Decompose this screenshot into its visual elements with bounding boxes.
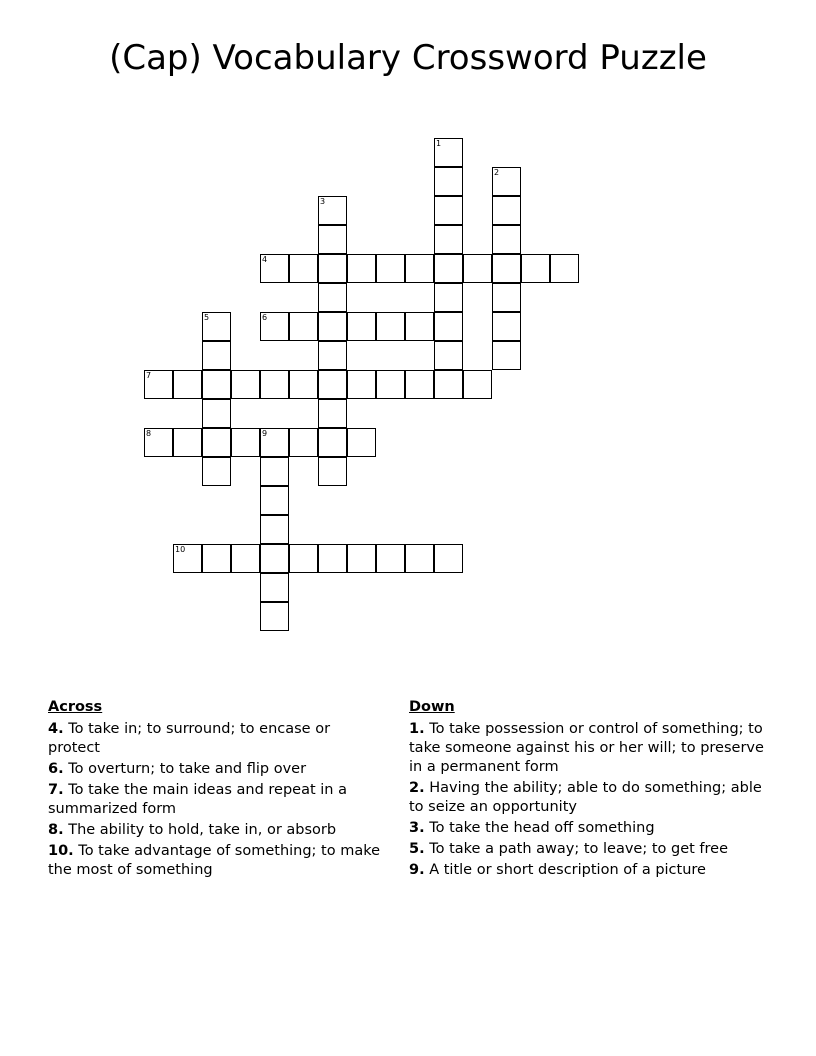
grid-cell[interactable] <box>376 312 405 341</box>
grid-cell[interactable] <box>434 370 463 399</box>
grid-cell[interactable] <box>260 457 289 486</box>
grid-cell[interactable] <box>202 370 231 399</box>
clues-section <box>0 698 816 998</box>
grid-cell[interactable] <box>405 254 434 283</box>
clue-number: 3. <box>409 820 425 836</box>
clue-across-7 <box>48 781 383 819</box>
grid-cell[interactable] <box>550 254 579 283</box>
grid-cell[interactable] <box>289 254 318 283</box>
clue-down-9 <box>409 861 769 880</box>
page-title: (Cap) Vocabulary Crossword Puzzle <box>109 38 707 78</box>
grid-cell[interactable] <box>347 254 376 283</box>
grid-cell[interactable] <box>347 312 376 341</box>
grid-cell[interactable] <box>492 312 521 341</box>
clue-text: The ability to hold, take in, or absorb <box>63 822 337 838</box>
grid-cell[interactable] <box>318 399 347 428</box>
clue-number: 10. <box>48 843 74 859</box>
grid-cell-numbered-3[interactable] <box>318 196 347 225</box>
grid-cell-numbered-5[interactable] <box>202 312 231 341</box>
grid-cell-number: 5 <box>204 313 210 322</box>
clue-across-4 <box>48 720 383 758</box>
grid-cell[interactable] <box>492 225 521 254</box>
grid-cell[interactable] <box>405 544 434 573</box>
grid-cell[interactable] <box>231 544 260 573</box>
grid-cell[interactable] <box>434 254 463 283</box>
grid-cell[interactable] <box>231 370 260 399</box>
grid-cell-numbered-1[interactable] <box>434 138 463 167</box>
grid-cell[interactable] <box>202 341 231 370</box>
across-clue-list <box>48 720 383 880</box>
grid-cell-numbered-6[interactable] <box>260 312 289 341</box>
grid-cell-number: 4 <box>262 255 268 264</box>
grid-cell-numbered-4[interactable] <box>260 254 289 283</box>
grid-cell[interactable] <box>434 283 463 312</box>
clue-text: To take the main ideas and repeat in a summarized form <box>48 782 347 817</box>
grid-cell[interactable] <box>318 254 347 283</box>
grid-cell[interactable] <box>289 370 318 399</box>
grid-cell[interactable] <box>289 428 318 457</box>
grid-cell[interactable] <box>405 312 434 341</box>
grid-cell-numbered-8[interactable] <box>144 428 173 457</box>
clue-down-5 <box>409 840 769 859</box>
grid-cell[interactable] <box>318 225 347 254</box>
clue-text: To take the head off something <box>424 820 655 836</box>
clue-down-1 <box>409 720 769 777</box>
grid-cell[interactable] <box>260 602 289 631</box>
grid-cell[interactable] <box>289 544 318 573</box>
grid-cell[interactable] <box>521 254 550 283</box>
clue-number: 4. <box>48 721 64 737</box>
clue-number: 6. <box>48 761 64 777</box>
clue-text: To take possession or control of something; to take someone against his or her will; to preserve in a permanent form <box>409 721 764 775</box>
grid-cell[interactable] <box>260 544 289 573</box>
clue-across-8 <box>48 821 383 840</box>
grid-cell[interactable] <box>173 370 202 399</box>
grid-cell[interactable] <box>434 167 463 196</box>
grid-cell[interactable] <box>318 312 347 341</box>
grid-cell[interactable] <box>260 515 289 544</box>
grid-cell[interactable] <box>202 457 231 486</box>
grid-cell[interactable] <box>347 428 376 457</box>
clue-across-6 <box>48 760 383 779</box>
grid-cell[interactable] <box>463 254 492 283</box>
across-heading: Across <box>48 699 103 715</box>
grid-cell[interactable] <box>347 544 376 573</box>
clue-text: To overturn; to take and flip over <box>63 761 307 777</box>
down-clues-column <box>409 698 769 882</box>
clue-number: 7. <box>48 782 64 798</box>
grid-cell[interactable] <box>376 254 405 283</box>
grid-cell[interactable] <box>318 428 347 457</box>
grid-cell[interactable] <box>492 283 521 312</box>
grid-cell-numbered-9[interactable] <box>260 428 289 457</box>
grid-cell[interactable] <box>202 428 231 457</box>
clue-down-3 <box>409 819 769 838</box>
grid-cell-number: 6 <box>262 313 268 322</box>
down-clue-list <box>409 720 769 880</box>
grid-cell[interactable] <box>202 544 231 573</box>
grid-cell[interactable] <box>318 457 347 486</box>
down-heading: Down <box>409 699 455 715</box>
grid-cell[interactable] <box>318 341 347 370</box>
clue-text: To take advantage of something; to make the most of something <box>48 843 381 878</box>
grid-cell-number: 9 <box>262 429 268 438</box>
clue-down-2 <box>409 779 769 817</box>
grid-cell-number: 10 <box>175 545 186 554</box>
clue-text: To take in; to surround; to encase or protect <box>48 721 331 756</box>
grid-cell[interactable] <box>492 196 521 225</box>
grid-cell-numbered-10[interactable] <box>173 544 202 573</box>
grid-cell-numbered-2[interactable] <box>492 167 521 196</box>
grid-cell[interactable] <box>376 370 405 399</box>
grid-cell[interactable] <box>260 370 289 399</box>
grid-cell-number: 1 <box>436 139 442 148</box>
clue-text: A title or short description of a picture <box>424 862 706 878</box>
grid-cell-number: 2 <box>494 168 500 177</box>
clue-number: 8. <box>48 822 64 838</box>
grid-cell[interactable] <box>318 370 347 399</box>
grid-cell[interactable] <box>260 573 289 602</box>
grid-cell[interactable] <box>231 428 260 457</box>
clue-number: 2. <box>409 780 425 796</box>
grid-cell[interactable] <box>289 312 318 341</box>
grid-cell[interactable] <box>318 283 347 312</box>
grid-cell[interactable] <box>434 225 463 254</box>
grid-cell-number: 3 <box>320 197 326 206</box>
grid-cell[interactable] <box>434 196 463 225</box>
grid-cell[interactable] <box>434 341 463 370</box>
clue-text: To take a path away; to leave; to get free <box>424 841 729 857</box>
clue-number: 5. <box>409 841 425 857</box>
clue-across-10 <box>48 842 383 880</box>
across-clues-column <box>48 698 383 882</box>
grid-cell-number: 8 <box>146 429 152 438</box>
clue-number: 9. <box>409 862 425 878</box>
grid-cell[interactable] <box>463 370 492 399</box>
grid-cell-numbered-7[interactable] <box>144 370 173 399</box>
grid-cell[interactable] <box>434 312 463 341</box>
grid-cell[interactable] <box>260 486 289 515</box>
grid-cell[interactable] <box>434 544 463 573</box>
grid-cell[interactable] <box>173 428 202 457</box>
grid-cell-number: 7 <box>146 371 152 380</box>
grid-cell[interactable] <box>376 544 405 573</box>
clue-text: Having the ability; able to do something; able to seize an opportunity <box>409 780 762 815</box>
clue-number: 1. <box>409 721 425 737</box>
grid-cell[interactable] <box>405 370 434 399</box>
grid-cell[interactable] <box>318 544 347 573</box>
grid-cell[interactable] <box>202 399 231 428</box>
grid-cell[interactable] <box>492 341 521 370</box>
grid-cell[interactable] <box>347 370 376 399</box>
grid-cell[interactable] <box>492 254 521 283</box>
